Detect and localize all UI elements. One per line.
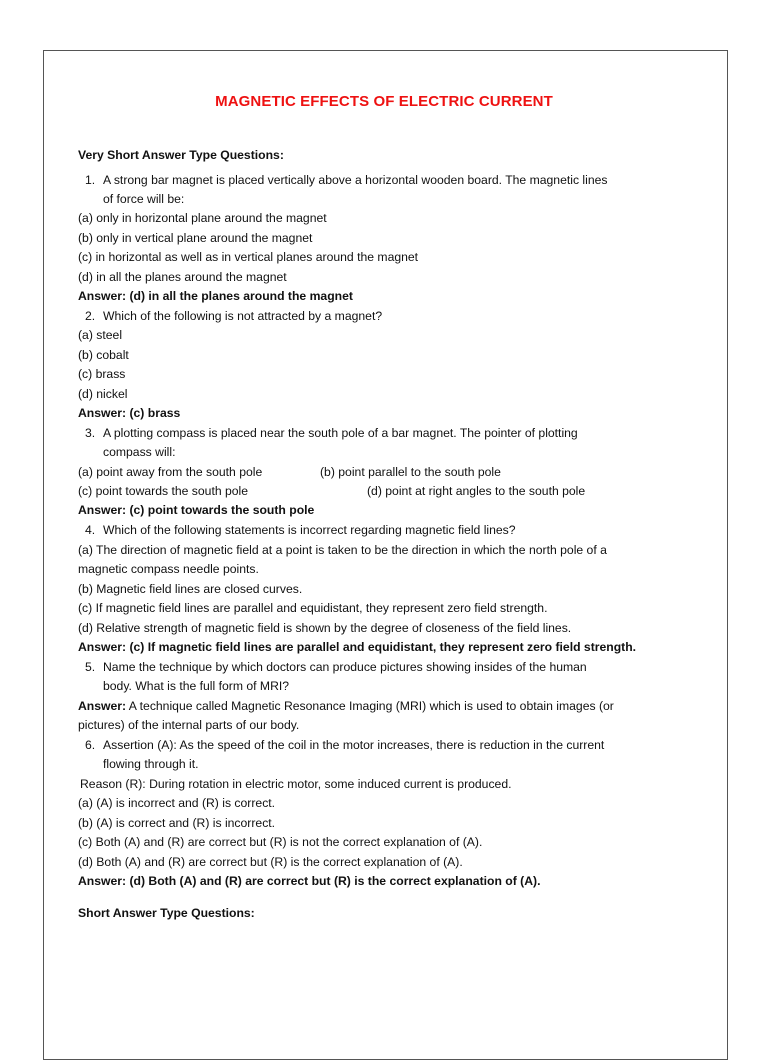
section-heading-very-short: Very Short Answer Type Questions: — [78, 148, 284, 162]
q4-option-d: (d) Relative strength of magnetic field is shown by the degree of closeness of the field lines. — [78, 621, 572, 635]
q1-option-c: (c) in horizontal as well as in vertical planes around the magnet — [78, 250, 419, 264]
q1-text-line1: A strong bar magnet is placed vertically above a horizontal wooden board. The magnetic lines — [103, 173, 608, 187]
q1-answer: Answer: (d) in all the planes around the magnet — [78, 289, 353, 303]
q3-option-b: (b) point parallel to the south pole — [320, 465, 501, 479]
q5-answer-line1 — [78, 699, 614, 714]
q5-answer-label: Answer: — [78, 699, 127, 713]
q1-option-b: (b) only in vertical plane around the magnet — [78, 231, 313, 245]
q3-answer: Answer: (c) point towards the south pole — [78, 503, 315, 517]
q2-answer: Answer: (c) brass — [78, 406, 181, 420]
q1-option-a: (a) only in horizontal plane around the magnet — [78, 211, 327, 225]
q3-number: 3. — [85, 426, 96, 440]
q5-number: 5. — [85, 660, 96, 674]
q2-option-d: (d) nickel — [78, 387, 128, 401]
q5-answer-text: A technique called Magnetic Resonance Imaging (MRI) which is used to obtain images (or — [126, 699, 614, 713]
q5-text-line1: Name the technique by which doctors can produce pictures showing insides of the human — [103, 660, 587, 674]
q5-answer-line2: pictures) of the internal parts of our body. — [78, 718, 300, 732]
q4-option-a-line1: (a) The direction of magnetic field at a point is taken to be the direction in which the north pole of a — [78, 543, 607, 557]
q6-option-c: (c) Both (A) and (R) are correct but (R) is not the correct explanation of (A). — [78, 835, 483, 849]
q2-text-line1: Which of the following is not attracted by a magnet? — [103, 309, 383, 323]
q5-text-line2: body. What is the full form of MRI? — [103, 679, 290, 693]
q3-text-line2: compass will: — [103, 445, 176, 459]
q2-option-a: (a) steel — [78, 328, 123, 342]
page-title: MAGNETIC EFFECTS OF ELECTRIC CURRENT — [215, 93, 553, 110]
q6-text-line2: flowing through it. — [103, 757, 199, 771]
q4-answer: Answer: (c) If magnetic field lines are parallel and equidistant, they represent zero field strength. — [78, 640, 637, 654]
q3-option-d: (d) point at right angles to the south pole — [367, 484, 586, 498]
q6-option-d: (d) Both (A) and (R) are correct but (R) is the correct explanation of (A). — [78, 855, 463, 869]
q3-option-c: (c) point towards the south pole — [78, 484, 249, 498]
q4-option-a-line2: magnetic compass needle points. — [78, 562, 259, 576]
q6-text-line1: Assertion (A): As the speed of the coil in the motor increases, there is reduction in the current — [103, 738, 605, 752]
q6-answer: Answer: (d) Both (A) and (R) are correct but (R) is the correct explanation of (A). — [78, 874, 541, 888]
section-heading-short: Short Answer Type Questions: — [78, 906, 255, 920]
q4-text-line1: Which of the following statements is incorrect regarding magnetic field lines? — [103, 523, 516, 537]
q1-number: 1. — [85, 173, 96, 187]
q4-option-c: (c) If magnetic field lines are parallel and equidistant, they represent zero field strength. — [78, 601, 548, 615]
q3-text-line1: A plotting compass is placed near the south pole of a bar magnet. The pointer of plotting — [103, 426, 578, 440]
q4-number: 4. — [85, 523, 96, 537]
q2-number: 2. — [85, 309, 96, 323]
q1-text-line2: of force will be: — [103, 192, 185, 206]
q2-option-c: (c) brass — [78, 367, 126, 381]
q6-option-a: (a) (A) is incorrect and (R) is correct. — [78, 796, 276, 810]
q6-reason: Reason (R): During rotation in electric motor, some induced current is produced. — [80, 777, 512, 791]
q4-option-b: (b) Magnetic field lines are closed curves. — [78, 582, 303, 596]
q6-number: 6. — [85, 738, 96, 752]
q6-option-b: (b) (A) is correct and (R) is incorrect. — [78, 816, 276, 830]
q1-option-d: (d) in all the planes around the magnet — [78, 270, 287, 284]
q2-option-b: (b) cobalt — [78, 348, 129, 362]
q3-option-a: (a) point away from the south pole — [78, 465, 263, 479]
